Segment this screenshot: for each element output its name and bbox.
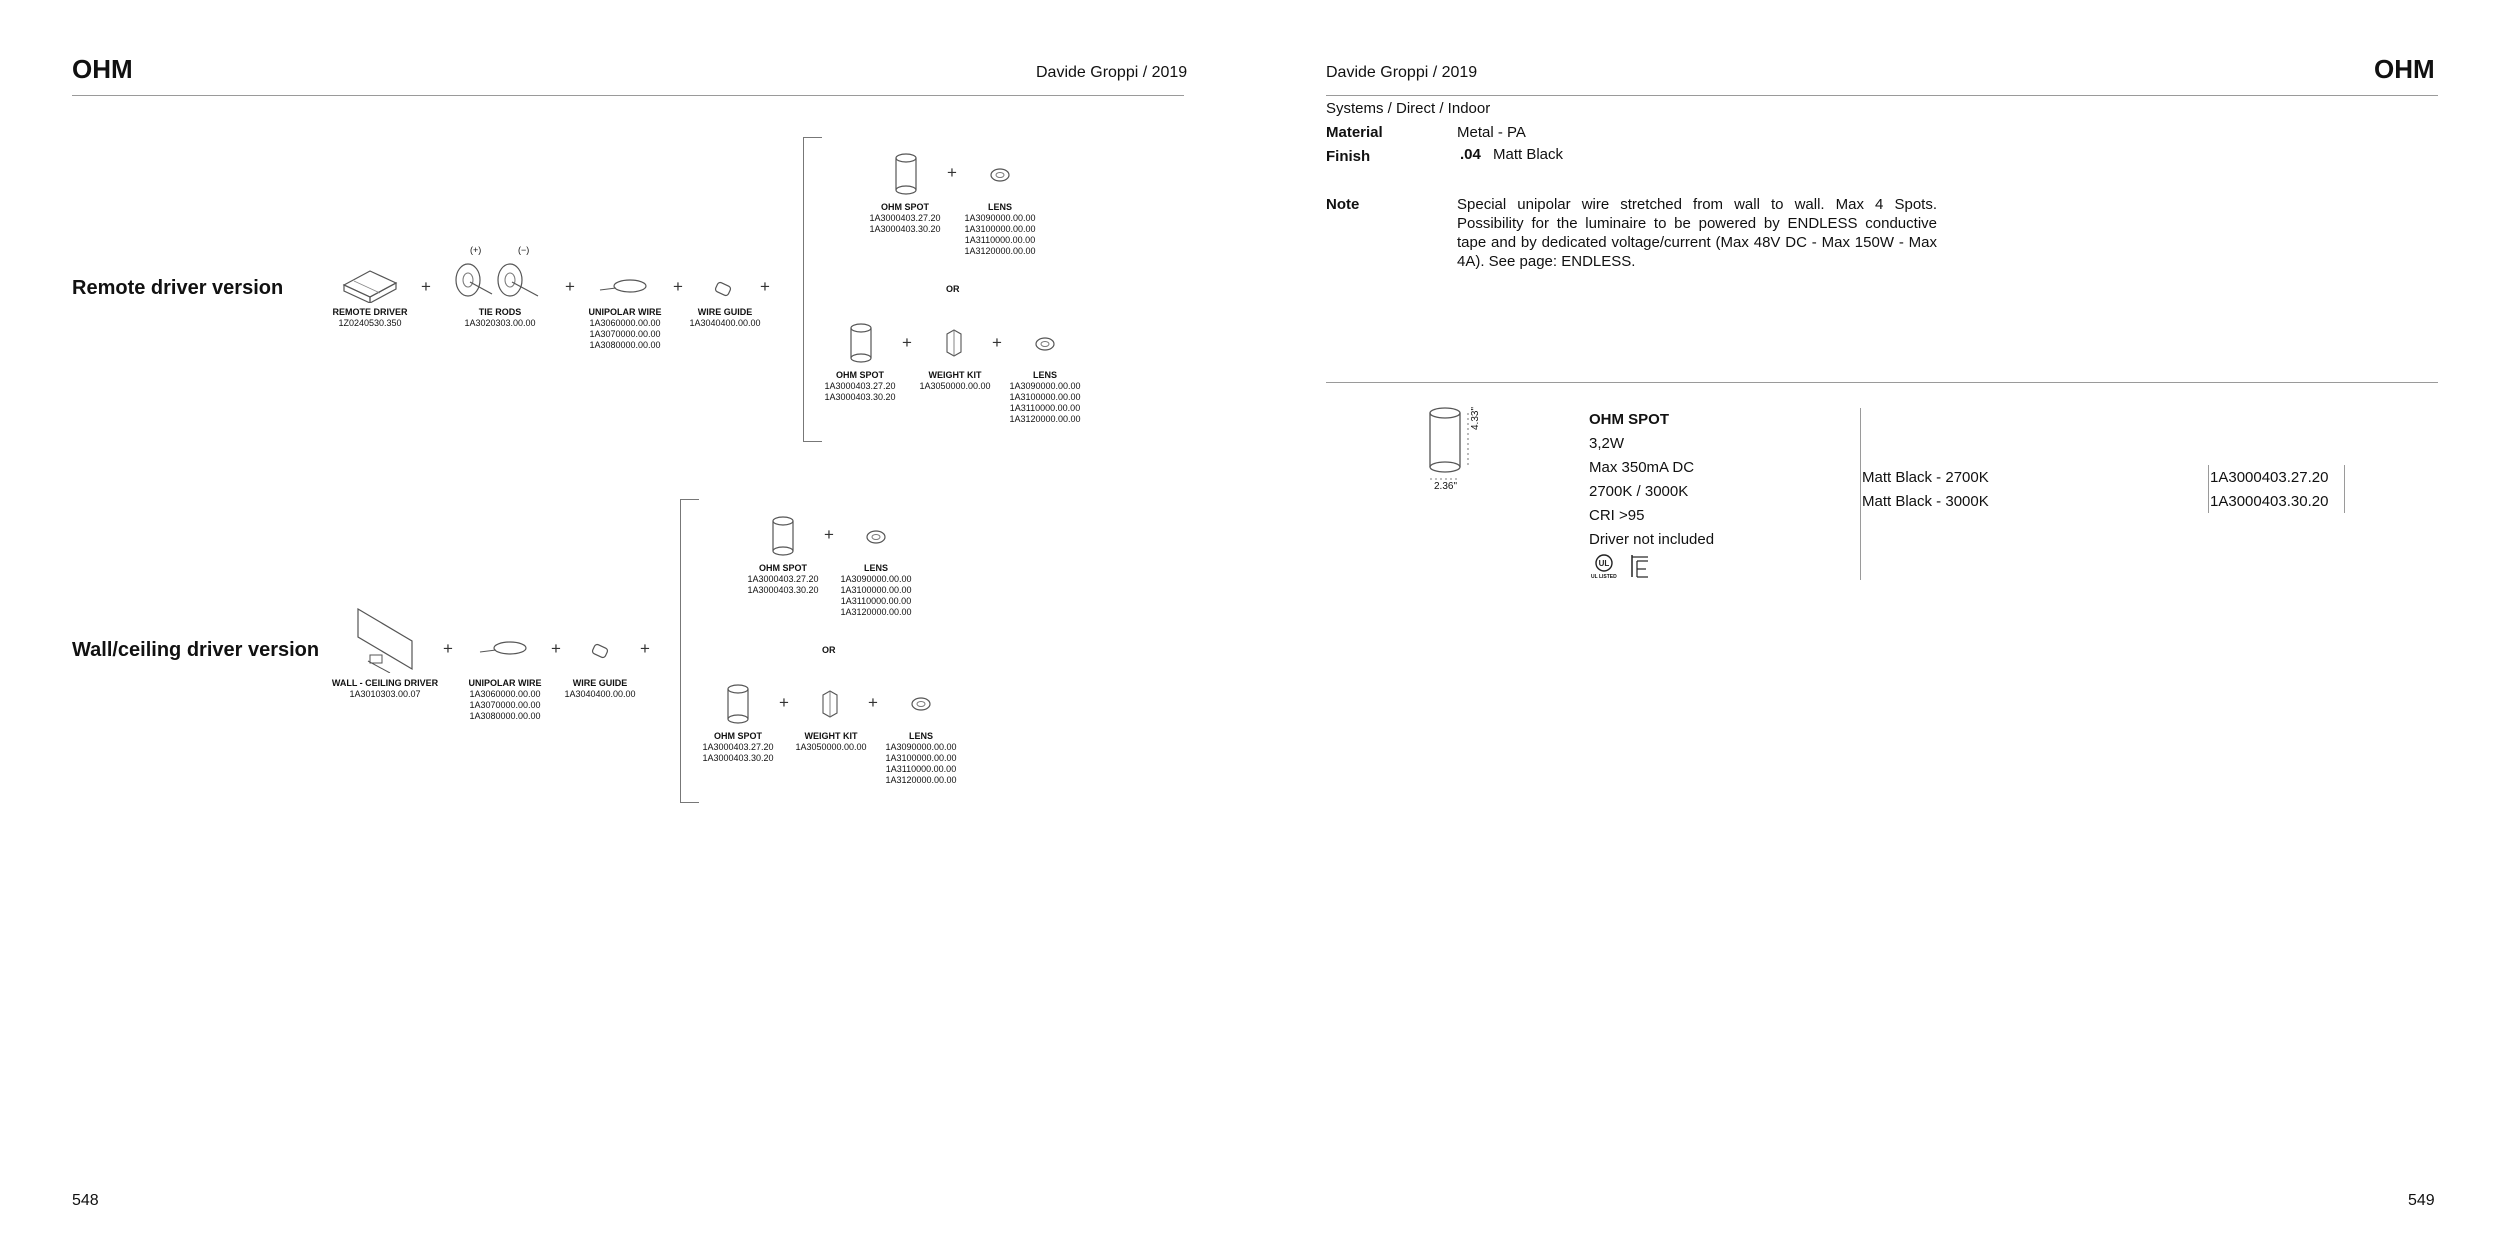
remote-driver-icon [340, 263, 400, 303]
weight-kit-icon [943, 328, 965, 358]
item-label: UNIPOLAR WIRE [588, 307, 662, 317]
item-label: UNIPOLAR WIRE [468, 678, 542, 688]
wire-guide-icon [589, 640, 613, 662]
item-code: 1A3000403.30.20 [869, 224, 941, 234]
section-divider [1326, 382, 2438, 383]
item-code: 1A3090000.00.00 [885, 742, 957, 752]
item-label: LENS [987, 202, 1012, 212]
item-code: 1A3090000.00.00 [964, 213, 1036, 223]
material-key: Material [1326, 124, 1383, 141]
ohm-spot-item [810, 370, 910, 403]
page-title-left: OHM [72, 54, 133, 84]
variant-code-divider [2208, 465, 2209, 513]
weight-kit-icon [819, 689, 841, 719]
ohm-spot-icon [770, 515, 796, 557]
item-code: 1A3120000.00.00 [840, 607, 912, 617]
item-label: OHM SPOT [835, 370, 884, 380]
ohm-spot-icon [893, 152, 919, 196]
item-label: WEIGHT KIT [804, 731, 858, 741]
item-code: 1A3000403.27.20 [824, 381, 896, 391]
item-code: 1A3060000.00.00 [469, 689, 541, 699]
designer-credit-right: Davide Groppi / 2019 [1326, 64, 1478, 81]
spec-power: 3,2W [1589, 435, 1625, 452]
plus-sign: + [443, 639, 453, 658]
ohm-spot-icon [848, 322, 874, 364]
item-code: 1A3020303.00.00 [464, 318, 536, 328]
item-code: 1A3040400.00.00 [564, 689, 636, 699]
item-label: OHM SPOT [758, 563, 807, 573]
lens-icon [864, 525, 888, 545]
item-code: 1A3110000.00.00 [840, 596, 912, 606]
remote-driver-title: Remote driver version [72, 277, 284, 299]
finish-key: Finish [1326, 148, 1371, 165]
tie-rod-minus-mark: (−) [518, 245, 530, 255]
note-text: Special unipolar wire stretched from wall to wall. Max 4 Spots. Possibility for the luminaire to be powered by ENDLESS conductive tape and by dedicated voltage/current (Max 48V DC - Max 150W - Max 4A). See page: ENDLESS. [1457, 196, 1937, 270]
item-code: 1A3080000.00.00 [589, 340, 661, 350]
item-label: OHM SPOT [880, 202, 929, 212]
item-label: TIE RODS [478, 307, 522, 317]
item-label: OHM SPOT [713, 731, 762, 741]
note-key: Note [1326, 196, 1360, 213]
ohm-spot-dimension-drawing [1423, 405, 1473, 493]
item-code: 1A3050000.00.00 [919, 381, 991, 391]
item-code: 1A3120000.00.00 [964, 246, 1036, 256]
lens-item [995, 370, 1095, 425]
plus-sign: + [673, 277, 683, 296]
item-code: 1A3090000.00.00 [1009, 381, 1081, 391]
unipolar-wire-item [455, 678, 555, 722]
item-label: WALL - CEILING DRIVER [331, 678, 439, 688]
page-title-right: OHM [2374, 54, 2435, 84]
dimension-height: 4.33" [1470, 406, 1481, 430]
plus-sign: + [760, 277, 770, 296]
tie-rods-icon [450, 258, 545, 303]
item-code: 1A3050000.00.00 [795, 742, 867, 752]
lens-icon [909, 692, 933, 712]
item-label: REMOTE DRIVER [332, 307, 408, 317]
spec-driver: Driver not included [1589, 531, 1715, 548]
item-code: 1A3070000.00.00 [589, 329, 661, 339]
lens-icon [1033, 332, 1057, 352]
plus-sign: + [992, 333, 1002, 352]
item-code: 1A3090000.00.00 [840, 574, 912, 584]
or-separator: OR [946, 284, 960, 294]
item-code: 1A3100000.00.00 [964, 224, 1036, 234]
dimension-width: 2.36" [1434, 481, 1458, 492]
product-name: OHM SPOT [1589, 411, 1670, 428]
plus-sign: + [640, 639, 650, 658]
item-code: 1A3000403.27.20 [747, 574, 819, 584]
wall-ceiling-driver-item [325, 678, 445, 700]
item-code: 1A3060000.00.00 [589, 318, 661, 328]
item-label: WEIGHT KIT [928, 370, 982, 380]
unipolar-wire-icon [598, 276, 658, 296]
item-code: 1A3010303.00.07 [349, 689, 421, 699]
lens-item [950, 202, 1050, 257]
svg-text:UL: UL [1598, 559, 1610, 568]
plus-sign: + [902, 333, 912, 352]
page-number-right: 549 [2408, 1192, 2435, 1209]
weight-kit-item [905, 370, 1005, 392]
item-code: 1A3110000.00.00 [964, 235, 1036, 245]
unipolar-wire-item [575, 307, 675, 351]
wall-ceiling-driver-icon [352, 605, 422, 673]
item-code: 1A3100000.00.00 [885, 753, 957, 763]
plus-sign: + [565, 277, 575, 296]
item-code: 1A3120000.00.00 [1009, 414, 1081, 424]
variant-name: Matt Black - 3000K [1862, 493, 1989, 510]
item-code: 1A3120000.00.00 [885, 775, 957, 785]
weight-kit-item [781, 731, 881, 753]
header-divider-left [72, 95, 1184, 96]
plus-sign: + [779, 693, 789, 712]
item-code: 1Z0240530.350 [338, 318, 402, 328]
item-code: 1A3100000.00.00 [1009, 392, 1081, 402]
item-code: 1A3000403.30.20 [824, 392, 896, 402]
plus-sign: + [868, 693, 878, 712]
or-separator: OR [822, 645, 836, 655]
ohm-spot-item [688, 731, 788, 764]
wall-ceiling-driver-title: Wall/ceiling driver version [72, 639, 320, 661]
item-code: 1A3040400.00.00 [689, 318, 761, 328]
item-code: 1A3000403.27.20 [702, 742, 774, 752]
lens-item [871, 731, 971, 786]
ohm-spot-icon [725, 683, 751, 725]
plus-sign: + [551, 639, 561, 658]
dimmable-driver-icon [1628, 553, 1654, 579]
wire-guide-item [550, 678, 650, 700]
item-code: 1A3070000.00.00 [469, 700, 541, 710]
tie-rods-item [450, 307, 550, 329]
plus-sign: + [421, 277, 431, 296]
plus-sign: + [824, 525, 834, 544]
finish-code: .04 [1460, 146, 1481, 163]
variant-name: Matt Black - 2700K [1862, 469, 1989, 486]
item-code: 1A3080000.00.00 [469, 711, 541, 721]
item-label: WIRE GUIDE [697, 307, 753, 317]
variant-code-divider [2344, 465, 2345, 513]
variant-code: 1A3000403.27.20 [2210, 469, 2329, 486]
designer-credit-left: Davide Groppi / 2019 [1036, 64, 1188, 81]
item-code: 1A3000403.27.20 [869, 213, 941, 223]
wire-guide-icon [712, 278, 736, 300]
item-label: LENS [863, 563, 888, 573]
item-code: 1A3000403.30.20 [702, 753, 774, 763]
item-label: LENS [1032, 370, 1057, 380]
ohm-spot-item [855, 202, 955, 235]
variant-code: 1A3000403.30.20 [2210, 493, 2329, 510]
wire-guide-item [675, 307, 775, 329]
remote-driver-item [320, 307, 420, 329]
item-code: 1A3110000.00.00 [1009, 403, 1081, 413]
tie-rod-plus-mark: (+) [470, 245, 482, 255]
item-code: 1A3000403.30.20 [747, 585, 819, 595]
item-label: LENS [908, 731, 933, 741]
category-path: Systems / Direct / Indoor [1326, 100, 1491, 117]
lens-item [826, 563, 926, 618]
spec-cri: CRI >95 [1589, 507, 1645, 524]
item-code: 1A3110000.00.00 [885, 764, 957, 774]
material-value: Metal - PA [1457, 124, 1526, 141]
item-label: WIRE GUIDE [572, 678, 628, 688]
spec-color-temperature: 2700K / 3000K [1589, 483, 1689, 500]
plus-sign: + [947, 163, 957, 182]
lens-icon [988, 163, 1012, 183]
header-divider-right [1326, 95, 2438, 96]
unipolar-wire-icon [478, 638, 538, 658]
ohm-spot-item [733, 563, 833, 596]
spec-table-divider [1860, 408, 1861, 580]
finish-value: Matt Black [1493, 146, 1564, 163]
page-number-left: 548 [72, 1192, 99, 1209]
spec-current: Max 350mA DC [1589, 459, 1695, 476]
item-code: 1A3100000.00.00 [840, 585, 912, 595]
ul-listed-text: UL LISTED [1591, 574, 1617, 580]
